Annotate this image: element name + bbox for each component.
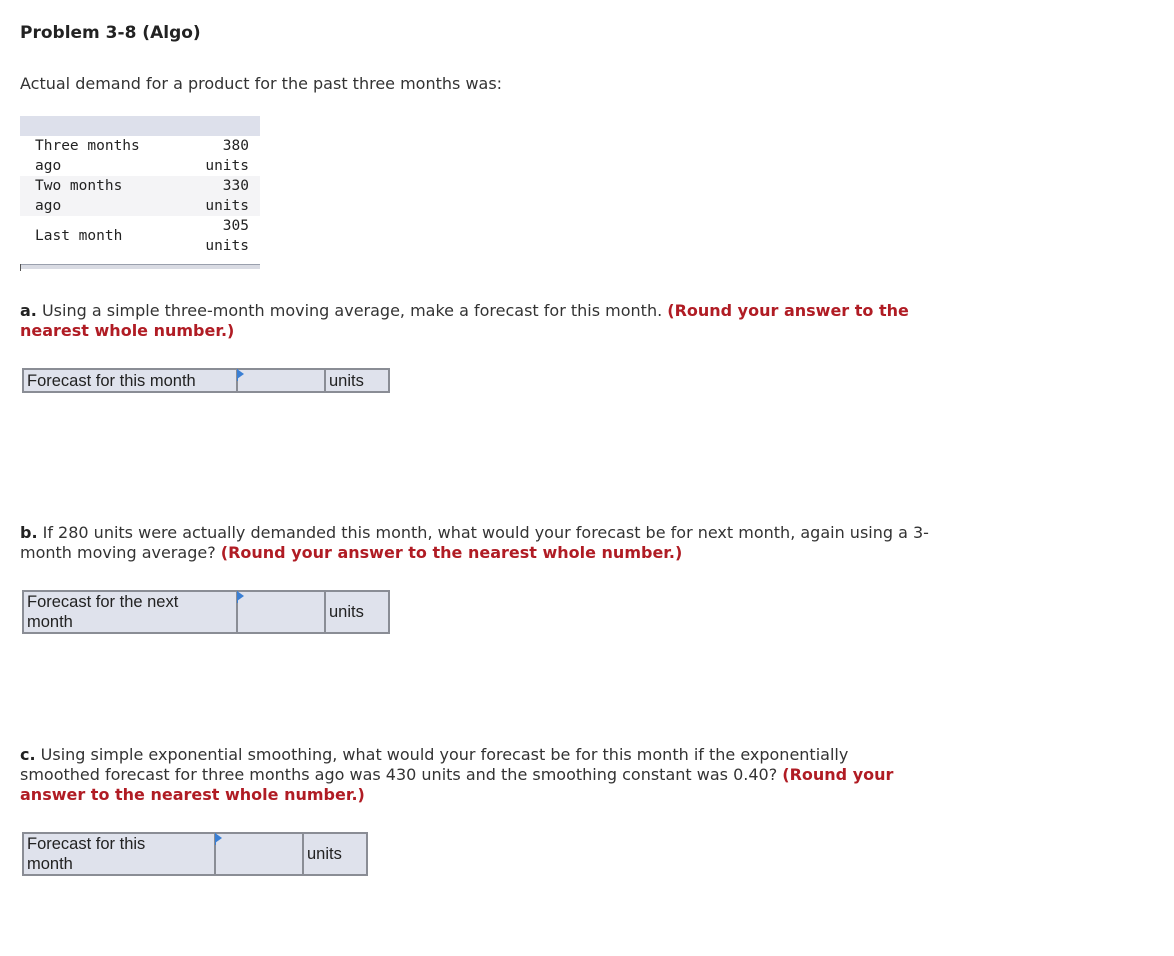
answer-a-cell (237, 369, 325, 392)
input-flag-icon (215, 833, 222, 843)
question-b-lead: b. (20, 523, 38, 542)
answer-b-cell (237, 591, 325, 633)
demand-row-last-month (20, 216, 260, 256)
intro-text: Actual demand for a product for the past three months was: (20, 74, 503, 93)
demand-label: ago (35, 198, 62, 214)
demand-unit: units (205, 238, 249, 254)
demand-row-three-months (20, 136, 260, 176)
question-b (20, 523, 960, 563)
demand-row-two-months (20, 176, 260, 216)
answer-b-label-line: month (27, 613, 73, 631)
question-c (20, 745, 920, 805)
answer-table-b (22, 590, 390, 634)
demand-value: 305 (222, 218, 249, 234)
demand-value: 380 (222, 138, 249, 154)
demand-unit: units (205, 198, 249, 214)
demand-label: Three months (35, 138, 140, 154)
answer-c-cell (215, 833, 303, 875)
demand-table-footer-tick (20, 264, 21, 271)
answer-a-unit: units (325, 369, 389, 392)
answer-c-input[interactable] (216, 834, 302, 874)
answer-b-label (23, 591, 237, 633)
question-a (20, 301, 960, 341)
question-c-lead: c. (20, 745, 36, 764)
answer-b-label-line: Forecast for the next (27, 593, 179, 611)
answer-b-unit: units (325, 591, 389, 633)
answer-c-label (23, 833, 215, 875)
demand-table (20, 116, 260, 273)
demand-value: 330 (222, 178, 249, 194)
question-b-text: If 280 units were actually demanded this month, what would your forecast be for next month, again using a 3-month moving average? (20, 523, 929, 562)
question-c-hint: (Round your answer to the nearest whole number.) (20, 765, 894, 804)
answer-table-a (22, 368, 390, 393)
answer-a-input[interactable] (238, 370, 324, 391)
answer-b-input[interactable] (238, 592, 324, 632)
demand-unit: units (205, 158, 249, 174)
question-a-hint: (Round your answer to the nearest whole number.) (20, 301, 909, 340)
answer-c-label-line: month (27, 855, 73, 873)
answer-table-c (22, 832, 368, 876)
demand-label: Last month (35, 228, 123, 244)
answer-a-label: Forecast for this month (23, 369, 237, 392)
demand-table-header (20, 116, 260, 136)
question-c-text: Using simple exponential smoothing, what would your forecast be for this month if the exponentially smoothed forecast for three months ago was 430 units and the smoothing constant was 0.40? (20, 745, 849, 784)
answer-c-unit: units (303, 833, 367, 875)
input-flag-icon (237, 591, 244, 601)
problem-title: Problem 3-8 (Algo) (20, 23, 201, 43)
question-a-text: Using a simple three-month moving average, make a forecast for this month. (36, 301, 668, 320)
demand-label: ago (35, 158, 62, 174)
input-flag-icon (237, 369, 244, 379)
demand-table-footer (20, 264, 260, 269)
question-b-hint: (Round your answer to the nearest whole number.) (220, 543, 683, 562)
question-a-lead: a. (20, 301, 37, 320)
demand-label: Two months (35, 178, 123, 194)
answer-c-label-line: Forecast for this (27, 835, 146, 853)
